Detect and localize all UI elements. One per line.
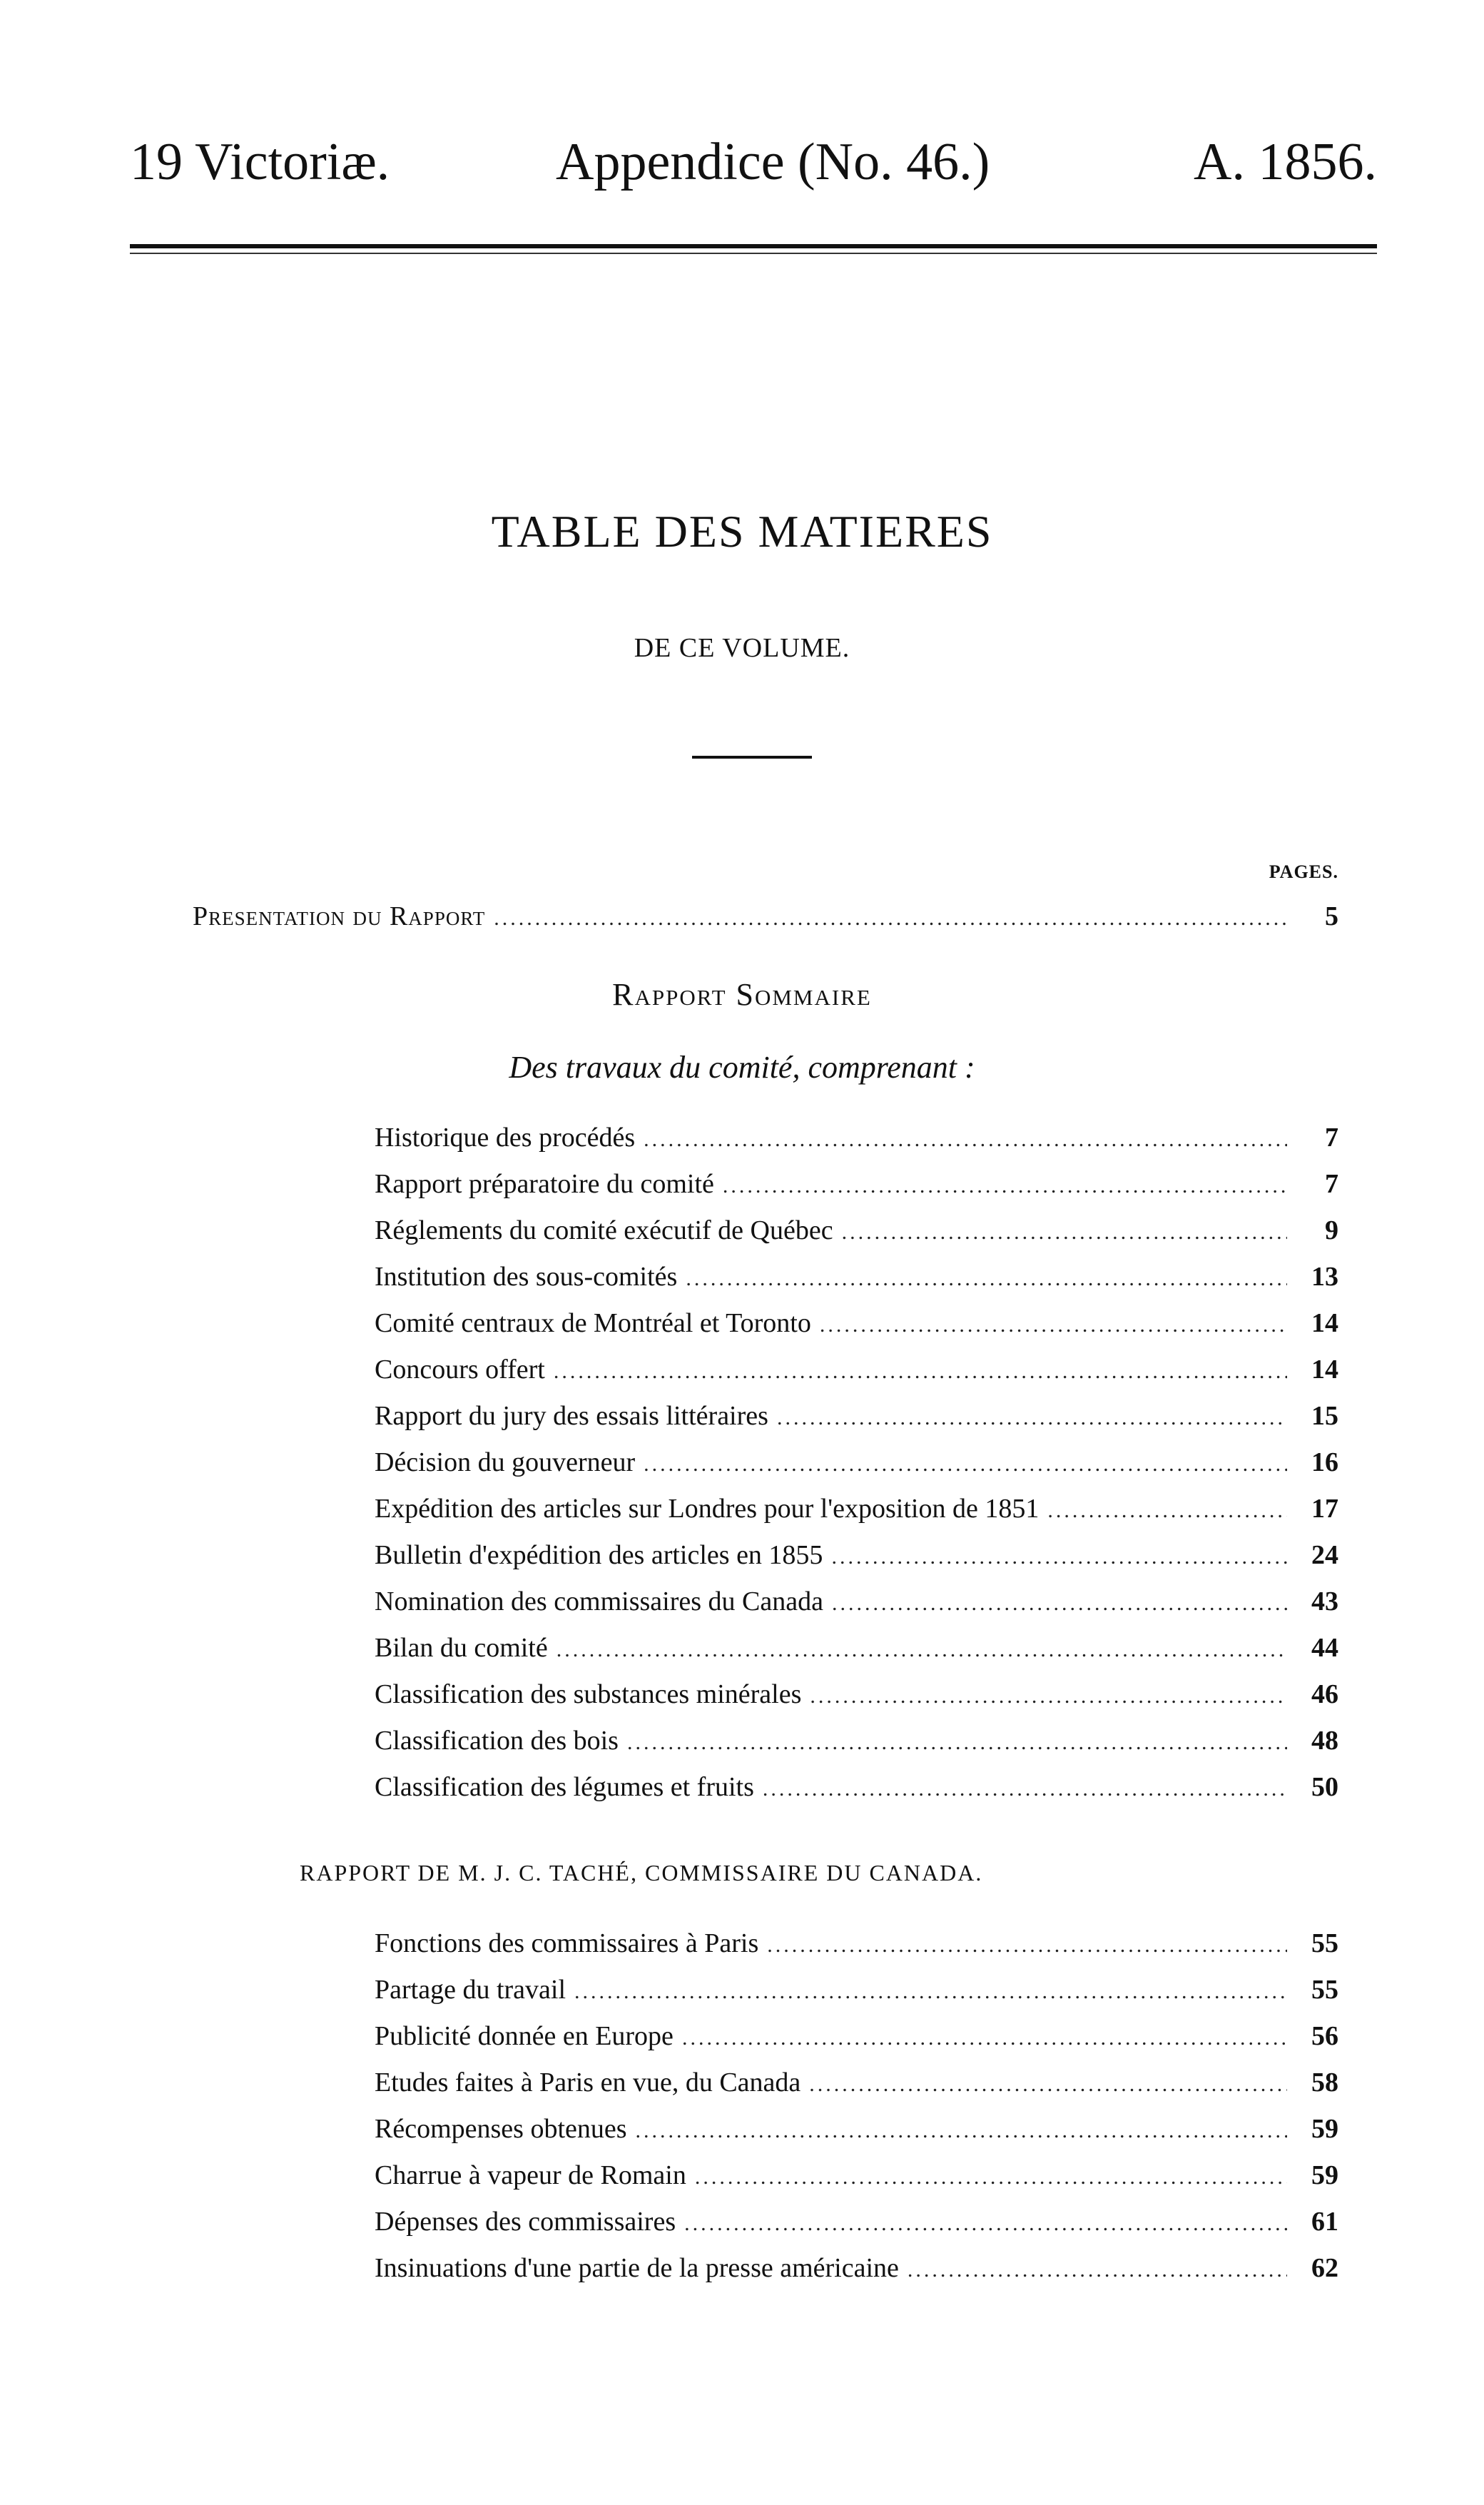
toc-entry-title: Bulletin d'expédition des articles en 1855 <box>375 1540 823 1570</box>
toc-entry <box>375 1307 1338 1343</box>
leader-dots <box>494 906 1287 931</box>
toc-entry <box>375 1354 1338 1390</box>
leader-dots <box>695 2165 1287 2190</box>
header-rule-thick <box>130 244 1377 248</box>
header-center: Appendice (No. 46.) <box>556 133 990 191</box>
toc-entry-title: Expédition des articles sur Londres pour l'exposition de 1851 <box>375 1494 1040 1524</box>
toc-entry <box>375 2206 1338 2242</box>
leader-dots <box>636 2119 1287 2143</box>
toc-entry-title: Récompenses obtenues <box>375 2114 627 2144</box>
toc-entry-page: 15 <box>1311 1401 1338 1431</box>
toc-entry <box>375 1261 1338 1297</box>
running-header <box>130 132 1377 203</box>
toc-entry <box>375 1539 1338 1575</box>
toc-entry <box>375 1493 1338 1529</box>
toc-entry-page: 55 <box>1311 1975 1338 2005</box>
toc-entry-title: Réglements du comité exécutif de Québec <box>375 1215 833 1245</box>
toc-entry-page: 50 <box>1311 1772 1338 1802</box>
page-subtitle: DE CE VOLUME. <box>634 633 850 663</box>
toc-entry-page: 14 <box>1311 1308 1338 1338</box>
toc-entry <box>375 1586 1338 1621</box>
section-title-rapport-sommaire: Rapport Sommaire <box>612 977 872 1012</box>
toc-entry-title: Publicité donnée en Europe <box>375 2021 674 2051</box>
leader-dots <box>682 2026 1287 2050</box>
header-left: 19 Victoriæ. <box>130 133 390 191</box>
leader-dots <box>554 1360 1287 1384</box>
toc-entry-title: Classification des légumes et fruits <box>375 1772 754 1802</box>
leader-dots <box>908 2258 1287 2282</box>
toc-entry-page: 61 <box>1311 2207 1338 2237</box>
leader-dots <box>644 1128 1287 1152</box>
toc-entry-title: Décision du gouverneur <box>375 1447 636 1477</box>
toc-entry-page: 16 <box>1311 1447 1338 1477</box>
pages-column-label: PAGES. <box>1269 861 1338 882</box>
toc-entry <box>375 1725 1338 1761</box>
leader-dots <box>686 1267 1287 1291</box>
leader-dots <box>777 1406 1287 1430</box>
toc-entry-presentation <box>193 901 1338 936</box>
toc-entry-page: 48 <box>1311 1726 1338 1756</box>
leader-dots <box>684 2212 1287 2236</box>
toc-entry <box>375 1447 1338 1482</box>
toc-entry-page: 14 <box>1311 1355 1338 1385</box>
toc-entry-page: 56 <box>1311 2021 1338 2051</box>
leader-dots <box>723 1174 1287 1198</box>
toc-entry-page: 58 <box>1311 2068 1338 2097</box>
header-right: A. 1856. <box>1194 133 1377 191</box>
toc-entry-title: Rapport du jury des essais littéraires <box>375 1401 768 1431</box>
toc-entry-page: 13 <box>1311 1262 1338 1292</box>
toc-entry-title: Classification des substances minérales <box>375 1679 802 1709</box>
toc-entry-page: 7 <box>1325 1123 1338 1153</box>
toc-entry-title: Presentation du Rapport <box>193 901 486 931</box>
toc-entry <box>375 1679 1338 1714</box>
toc-entry <box>375 2252 1338 2288</box>
toc-entry <box>375 2020 1338 2056</box>
toc-entry-title: Partage du travail <box>375 1975 566 2005</box>
toc-entry-title: Bilan du comité <box>375 1633 548 1663</box>
toc-entry-title: Dépenses des commissaires <box>375 2207 676 2237</box>
toc-entry <box>375 1215 1338 1250</box>
toc-entry <box>375 2067 1338 2102</box>
toc-entry-title: Comité centraux de Montréal et Toronto <box>375 1308 811 1338</box>
leader-dots <box>767 1933 1287 1958</box>
page-title: TABLE DES MATIERES <box>491 506 993 557</box>
toc-entry-page: 24 <box>1311 1540 1338 1570</box>
toc-entry-page: 55 <box>1311 1928 1338 1958</box>
leader-dots <box>809 2073 1287 2097</box>
toc-entry-title: Concours offert <box>375 1355 545 1385</box>
leader-dots <box>810 1684 1287 1709</box>
leader-dots <box>820 1313 1287 1337</box>
leader-dots <box>1047 1499 1287 1523</box>
toc-entry-page: 62 <box>1311 2253 1338 2283</box>
toc-entry-title: Historique des procédés <box>375 1123 636 1153</box>
toc-entry <box>375 1771 1338 1807</box>
leader-dots <box>627 1731 1287 1755</box>
toc-entry-title: Charrue à vapeur de Romain <box>375 2160 686 2190</box>
toc-entry <box>375 1974 1338 2010</box>
toc-entry-page: 17 <box>1311 1494 1338 1524</box>
toc-entry-title: Rapport préparatoire du comité <box>375 1169 714 1199</box>
toc-entry-page: 7 <box>1325 1169 1338 1199</box>
toc-entry-title: Institution des sous-comités <box>375 1262 678 1292</box>
toc-entry-title: Insinuations d'une partie de la presse américaine <box>375 2253 899 2283</box>
toc-entry-page: 44 <box>1311 1633 1338 1663</box>
toc-entry <box>375 2113 1338 2149</box>
toc-entry-page: 9 <box>1325 1215 1338 1245</box>
toc-entry-page: 46 <box>1311 1679 1338 1709</box>
toc-entry <box>375 1632 1338 1668</box>
leader-dots <box>842 1220 1287 1245</box>
toc-entry <box>375 1400 1338 1436</box>
section-subtitle: Des travaux du comité, comprenant : <box>509 1050 975 1085</box>
toc-entry-title: Nomination des commissaires du Canada <box>375 1586 823 1616</box>
toc-entry-page: 43 <box>1311 1586 1338 1616</box>
toc-entry <box>375 1168 1338 1204</box>
toc-entry <box>375 1122 1338 1158</box>
toc-entry <box>375 1928 1338 1963</box>
leader-dots <box>832 1591 1287 1616</box>
toc-entry-page: 5 <box>1325 901 1338 931</box>
section-title-rapport-tache: RAPPORT DE M. J. C. TACHÉ, COMMISSAIRE DU CANADA. <box>300 1860 983 1886</box>
leader-dots <box>556 1638 1287 1662</box>
toc-entry-title: Fonctions des commissaires à Paris <box>375 1928 759 1958</box>
toc-entry-title: Etudes faites à Paris en vue, du Canada <box>375 2068 801 2097</box>
leader-dots <box>644 1452 1287 1477</box>
toc-entry-page: 59 <box>1311 2114 1338 2144</box>
toc-entry-title: Classification des bois <box>375 1726 619 1756</box>
leader-dots <box>763 1777 1287 1801</box>
toc-entry <box>375 2160 1338 2195</box>
header-rule-thin <box>130 253 1377 254</box>
title-divider <box>692 756 812 759</box>
leader-dots <box>574 1980 1287 2004</box>
leader-dots <box>831 1545 1287 1569</box>
toc-entry-page: 59 <box>1311 2160 1338 2190</box>
